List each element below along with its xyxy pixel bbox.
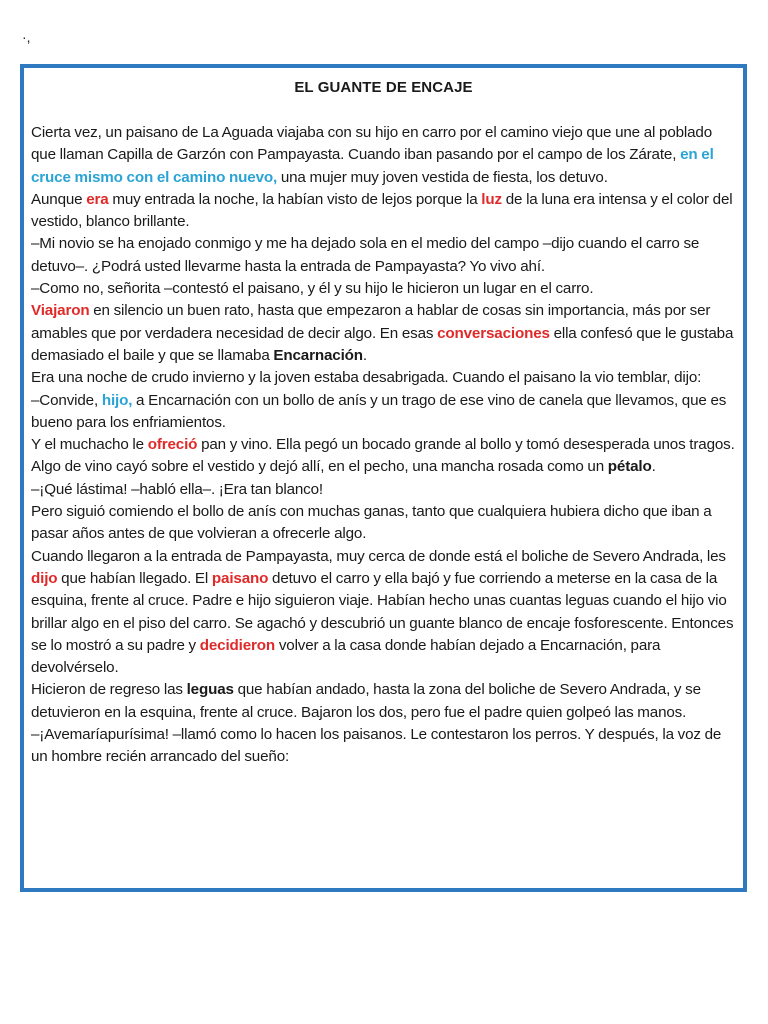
- text-run: Pero siguió comiendo el bollo de anís con muchas ganas, tanto que cualquiera hubiera dicho que iban a pasar años antes de que volvieran a ofrecerle algo.: [31, 503, 712, 543]
- text-run: Aunque: [31, 190, 87, 208]
- text-run: Y el muchacho le: [31, 436, 148, 454]
- highlighted-word-bold: Encarnación: [273, 346, 363, 364]
- story-paragraph: [31, 724, 737, 769]
- text-run: .: [651, 458, 656, 476]
- highlighted-word-red: conversaciones: [437, 324, 550, 342]
- highlighted-word-blue: hijo,: [101, 391, 133, 409]
- text-run: Cierta vez, un paisano de La Aguada viajaba con su hijo en carro por el camino viejo que une al poblado que llaman Capilla de Garzón con Pampayasta. Cuando iban pasando por el campo de los Zárate,: [31, 124, 713, 164]
- story-frame: [20, 64, 747, 892]
- text-run: –Mi novio se ha enojado conmigo y me ha dejado sola en el medio del campo –dijo cuando el carro se detuvo–. ¿Podrá usted llevarme hasta la entrada de Pampayasta? Yo vivo ahí.: [31, 235, 700, 275]
- text-run: que habían andado, hasta la zona del boliche de Severo Andrada, y se detuvieron en la esquina, frente al cruce. Bajaron los dos, pero fue el padre quien golpeó las manos.: [31, 681, 701, 721]
- highlighted-word-bold: leguas: [186, 681, 234, 699]
- story-paragraph: [31, 390, 737, 435]
- text-run: .: [362, 346, 367, 364]
- highlighted-word-bold: pétalo: [607, 458, 652, 476]
- text-run: pan y vino. Ella pegó un bocado grande al bollo y tomó desesperada unos tragos. Algo de vino cayó sobre el vestido y dejó allí, en el pecho, una mancha rosada como un: [31, 436, 735, 476]
- text-run: volver a la casa donde habían dejado a Encarnación, para devolvérselo.: [31, 636, 661, 677]
- text-run: que habían llegado. El: [57, 569, 212, 587]
- highlighted-word-red: era: [86, 190, 109, 208]
- text-run: –¡Avemaríapurísima! –llamó como lo hacen los paisanos. Le contestaron los perros. Y después, la voz de un hombre recién arrancado del sueño:: [31, 726, 722, 766]
- text-run: detuvo el carro y ella bajó y fue corriendo a meterse en la casa de la esquina, frente al cruce. Padre e hijo siguieron viaje. Habían hecho unas cuantas leguas cuando el hijo vio brillar algo en el piso del carro. Se agachó y descubrió un guante blanco de encaje fosforescente. Entonces se lo mostró a su padre y: [31, 569, 734, 654]
- story-paragraph: [31, 367, 737, 389]
- corner-mark: ·,: [22, 29, 31, 45]
- story-title: EL GUANTE DE ENCAJE: [294, 79, 473, 96]
- text-run: Era una noche de crudo invierno y la joven estaba desabrigada. Cuando el paisano la vio temblar, dijo:: [31, 369, 702, 387]
- highlighted-word-blue: en el cruce mismo con el camino nuevo,: [31, 146, 714, 186]
- story-paragraph: [31, 300, 737, 367]
- story-paragraph: [31, 122, 737, 189]
- highlighted-word-red: decidieron: [199, 636, 276, 654]
- text-run: a Encarnación con un bollo de anís y un trago de ese vino de canela que llevamos, que es bueno para los enfriamientos.: [31, 391, 727, 431]
- story-paragraph: [31, 278, 737, 300]
- text-run: en silencio un buen rato, hasta que empezaron a hablar de cosas sin importancia, más por ser amables que por verdadera necesidad de decir algo. En esas: [31, 302, 711, 342]
- highlighted-word-red: paisano: [211, 569, 269, 587]
- text-run: –Como no, señorita –contestó el paisano, y él y su hijo le hicieron un lugar en el carro.: [31, 280, 594, 298]
- highlighted-word-red: dijo: [31, 569, 58, 587]
- text-run: Hicieron de regreso las: [31, 681, 187, 699]
- text-run: ella confesó que le gustaba demasiado el baile y que se llamaba: [31, 324, 734, 364]
- text-run: Cuando llegaron a la entrada de Pampayasta, muy cerca de donde está el boliche de Severo Andrada, les: [31, 547, 726, 565]
- highlighted-word-red: luz: [481, 190, 502, 208]
- story-paragraph: [31, 189, 737, 234]
- text-run: muy entrada la noche, la habían visto de lejos porque la: [108, 190, 482, 208]
- text-run: –¡Qué lástima! –habló ella–. ¡Era tan blanco!: [31, 480, 323, 498]
- story-paragraph: [31, 501, 737, 546]
- story-paragraph: [31, 679, 737, 724]
- story-body: [31, 122, 737, 769]
- story-paragraph: [31, 546, 737, 680]
- highlighted-word-red: ofreció: [147, 436, 198, 454]
- text-run: una mujer muy joven vestida de fiesta, los detuvo.: [277, 168, 608, 186]
- story-paragraph: [31, 233, 737, 278]
- text-run: de la luna era intensa y el color del vestido, blanco brillante.: [31, 190, 733, 231]
- story-paragraph: [31, 434, 737, 479]
- text-run: –Convide,: [31, 391, 102, 409]
- highlighted-word-red: Viajaron: [31, 302, 90, 320]
- story-paragraph: [31, 479, 737, 501]
